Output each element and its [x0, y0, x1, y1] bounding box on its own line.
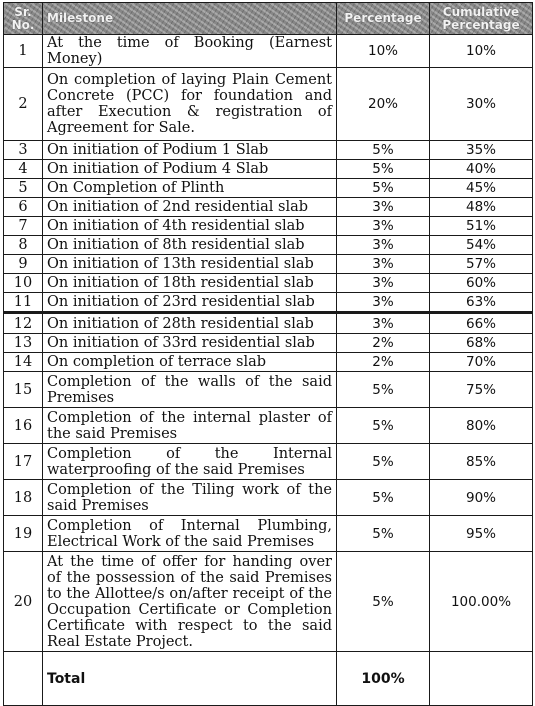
percentage-cell: 3% [337, 198, 430, 217]
table-row [4, 198, 533, 217]
table-row [4, 255, 533, 274]
table-row [4, 372, 533, 408]
milestone-cell: On initiation of 18th residential slab [43, 274, 337, 293]
total-percentage: 100% [337, 652, 430, 706]
milestone-cell: Completion of the walls of the said Premises [43, 372, 337, 408]
cumulative-percentage-cell: 63% [430, 293, 533, 313]
cumulative-percentage-cell: 100.00% [430, 552, 533, 652]
milestone-cell: At the time of offer for handing over of the possession of the said Premises to the Allottee/s on/after receipt of the Occupation Certificate or Completion Certificate with respect to the said Real Estate Project. [43, 552, 337, 652]
cumulative-percentage-cell: 60% [430, 274, 533, 293]
cumulative-percentage-cell: 85% [430, 444, 533, 480]
percentage-cell: 5% [337, 552, 430, 652]
milestone-cell: On initiation of 4th residential slab [43, 217, 337, 236]
table-row [4, 35, 533, 68]
milestone-cell: Completion of Internal Plumbing, Electrical Work of the said Premises [43, 516, 337, 552]
table-row [4, 293, 533, 313]
percentage-cell: 3% [337, 255, 430, 274]
cumulative-percentage-cell: 40% [430, 160, 533, 179]
milestone-cell: On initiation of Podium 4 Slab [43, 160, 337, 179]
sr-no-cell: 15 [4, 372, 43, 408]
milestone-cell: On Completion of Plinth [43, 179, 337, 198]
milestone-cell: On initiation of 28th residential slab [43, 313, 337, 334]
header-percentage: Percentage [337, 3, 430, 35]
cumulative-percentage-cell: 95% [430, 516, 533, 552]
header-row [4, 3, 533, 35]
sr-no-cell: 7 [4, 217, 43, 236]
milestone-cell: On initiation of 8th residential slab [43, 236, 337, 255]
milestone-cell: Completion of the Internal waterproofing of the said Premises [43, 444, 337, 480]
sr-no-cell: 16 [4, 408, 43, 444]
cumulative-percentage-cell: 80% [430, 408, 533, 444]
percentage-cell: 3% [337, 217, 430, 236]
cumulative-percentage-cell: 35% [430, 141, 533, 160]
total-cumulative-cell [430, 652, 533, 706]
table-row [4, 408, 533, 444]
table-row [4, 334, 533, 353]
cumulative-percentage-cell: 10% [430, 35, 533, 68]
percentage-cell: 2% [337, 334, 430, 353]
milestone-cell: On initiation of 33rd residential slab [43, 334, 337, 353]
cumulative-percentage-cell: 75% [430, 372, 533, 408]
milestone-cell: Completion of the internal plaster of the said Premises [43, 408, 337, 444]
cumulative-percentage-cell: 57% [430, 255, 533, 274]
sr-no-cell: 9 [4, 255, 43, 274]
milestone-cell: On completion of laying Plain Cement Concrete (PCC) for foundation and after Execution & registration of Agreement for Sale. [43, 68, 337, 141]
table-header [4, 3, 533, 35]
total-label: Total [43, 652, 337, 706]
table-row [4, 480, 533, 516]
cumulative-percentage-cell: 70% [430, 353, 533, 372]
milestone-cell: Completion of the Tiling work of the said Premises [43, 480, 337, 516]
cumulative-percentage-cell: 51% [430, 217, 533, 236]
sr-no-cell: 5 [4, 179, 43, 198]
percentage-cell: 5% [337, 480, 430, 516]
header-sr-no: Sr. No. [4, 3, 43, 35]
milestone-cell: On initiation of 2nd residential slab [43, 198, 337, 217]
table-row [4, 141, 533, 160]
percentage-cell: 2% [337, 353, 430, 372]
percentage-cell: 5% [337, 372, 430, 408]
percentage-cell: 5% [337, 160, 430, 179]
milestone-cell: At the time of Booking (Earnest Money) [43, 35, 337, 68]
percentage-cell: 3% [337, 274, 430, 293]
payment-schedule-table [3, 2, 533, 706]
percentage-cell: 3% [337, 293, 430, 313]
cumulative-percentage-cell: 54% [430, 236, 533, 255]
milestone-cell: On initiation of 13th residential slab [43, 255, 337, 274]
table-row [4, 353, 533, 372]
sr-no-cell: 10 [4, 274, 43, 293]
sr-no-cell: 11 [4, 293, 43, 313]
sr-no-cell: 13 [4, 334, 43, 353]
cumulative-percentage-cell: 48% [430, 198, 533, 217]
table-row [4, 236, 533, 255]
sr-no-cell: 18 [4, 480, 43, 516]
cumulative-percentage-cell: 45% [430, 179, 533, 198]
cumulative-percentage-cell: 66% [430, 313, 533, 334]
sr-no-cell: 3 [4, 141, 43, 160]
cumulative-percentage-cell: 68% [430, 334, 533, 353]
table-row [4, 444, 533, 480]
total-row [4, 652, 533, 706]
milestone-cell: On initiation of 23rd residential slab [43, 293, 337, 313]
table-row [4, 179, 533, 198]
cumulative-percentage-cell: 30% [430, 68, 533, 141]
header-milestone: Milestone [43, 3, 337, 35]
table-row [4, 217, 533, 236]
percentage-cell: 20% [337, 68, 430, 141]
table-row [4, 160, 533, 179]
table-row [4, 516, 533, 552]
percentage-cell: 5% [337, 408, 430, 444]
sr-no-cell: 6 [4, 198, 43, 217]
table-row [4, 68, 533, 141]
percentage-cell: 3% [337, 313, 430, 334]
percentage-cell: 3% [337, 236, 430, 255]
milestone-cell: On completion of terrace slab [43, 353, 337, 372]
sr-no-cell: 2 [4, 68, 43, 141]
percentage-cell: 5% [337, 516, 430, 552]
sr-no-cell: 4 [4, 160, 43, 179]
header-cumulative-percentage: Cumulative Percentage [430, 3, 533, 35]
sr-no-cell: 17 [4, 444, 43, 480]
table-row [4, 552, 533, 652]
sr-no-cell: 12 [4, 313, 43, 334]
table-row [4, 274, 533, 293]
sr-no-cell: 20 [4, 552, 43, 652]
sr-no-cell: 1 [4, 35, 43, 68]
percentage-cell: 5% [337, 141, 430, 160]
milestone-cell: On initiation of Podium 1 Slab [43, 141, 337, 160]
percentage-cell: 5% [337, 179, 430, 198]
table-body [4, 35, 533, 706]
sr-no-cell: 8 [4, 236, 43, 255]
sr-no-cell: 19 [4, 516, 43, 552]
sr-no-cell: 14 [4, 353, 43, 372]
total-sr-cell [4, 652, 43, 706]
percentage-cell: 10% [337, 35, 430, 68]
cumulative-percentage-cell: 90% [430, 480, 533, 516]
percentage-cell: 5% [337, 444, 430, 480]
table-row [4, 313, 533, 334]
